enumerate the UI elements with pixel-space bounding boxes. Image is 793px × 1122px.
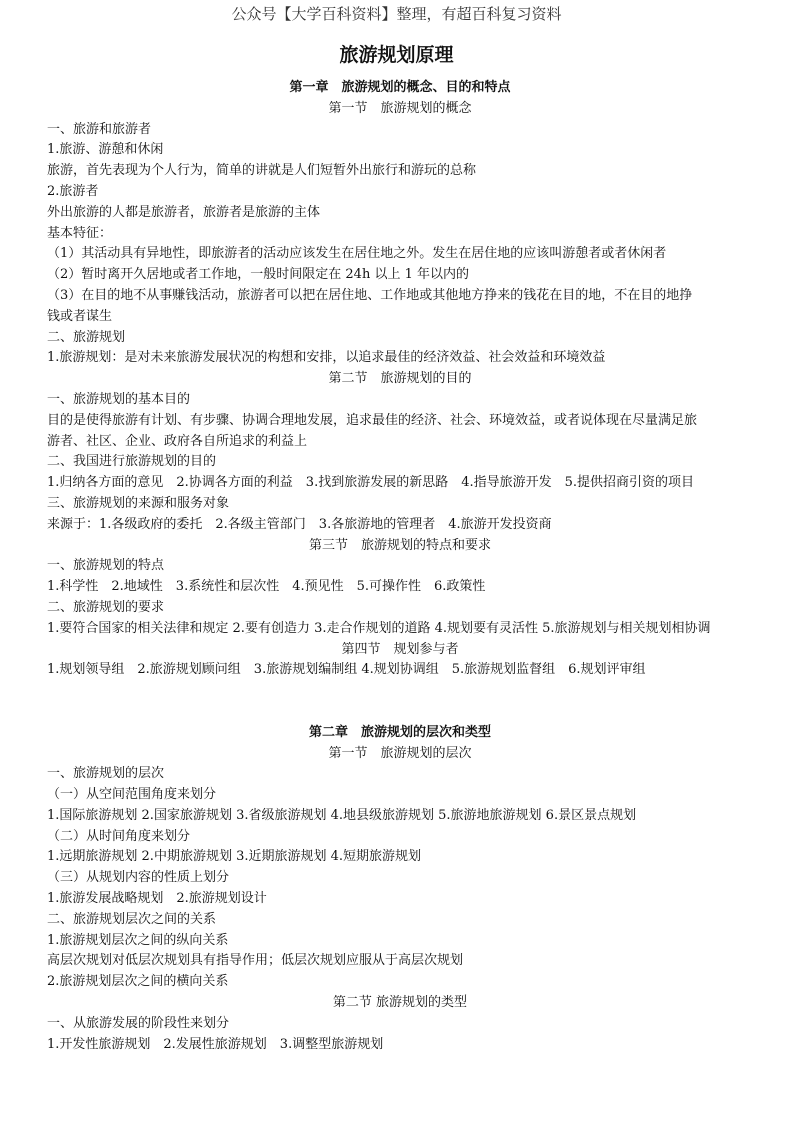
text-line: 一、旅游规划的特点 (47, 558, 165, 574)
text-line: 二、旅游规划的要求 (47, 599, 165, 615)
text-line: 钱或者谋生 (47, 308, 113, 324)
text-line: 游者、社区、企业、政府各自所追求的利益上 (47, 433, 308, 449)
text-line: 1.旅游发展战略规划 2.旅游规划设计 (47, 891, 267, 907)
text-line: 二、我国进行旅游规划的目的 (47, 454, 217, 470)
text-line: 1.旅游规划：是对未来旅游发展状况的构想和安排，以追求最佳的经济效益、社会效益和环境效益 (47, 350, 606, 366)
section-heading: 第一节 旅游规划的概念 (328, 100, 472, 116)
text-line: 1.规划领导组 2.旅游规划顾问组 3.旅游规划编制组 4.规划协调组 5.旅游规划监督组 6.规划评审组 (47, 662, 646, 678)
text-line: （二）从时间角度来划分 (47, 828, 191, 844)
text-line: 二、旅游规划 (47, 329, 126, 345)
text-line: 一、旅游规划的层次 (47, 766, 165, 782)
text-line: 1.旅游、游憩和休闲 (47, 142, 164, 158)
text-line: 1.要符合国家的相关法律和规定 2.要有创造力 3.走合作规划的道路 4.规划要有灵活性 5.旅游规划与相关规划相协调 (47, 620, 711, 636)
section-heading: 第一节 旅游规划的层次 (328, 745, 472, 761)
text-line: 基本特征： (47, 225, 113, 241)
text-line: 来源于：1.各级政府的委托 2.各级主管部门 3.各旅游地的管理者 4.旅游开发投资商 (47, 516, 552, 532)
section-heading: 第二节 旅游规划的目的 (328, 371, 472, 387)
page-header: 公众号【大学百科资料】整理，有超百科复习资料 (231, 5, 562, 23)
chapter-heading: 第二章 旅游规划的层次和类型 (308, 724, 491, 740)
text-line: 三、旅游规划的来源和服务对象 (47, 495, 230, 511)
text-line: 一、旅游规划的基本目的 (47, 391, 191, 407)
text-line: （1）其活动具有异地性，即旅游者的活动应该发生在居住地之外。发生在居住地的应该叫游憩者或者休闲者 (47, 246, 667, 262)
text-line: 二、旅游规划层次之间的关系 (47, 911, 217, 927)
text-line: 1.远期旅游规划 2.中期旅游规划 3.近期旅游规划 4.短期旅游规划 (47, 849, 422, 865)
blank-line (47, 681, 753, 702)
text-line: 一、旅游和旅游者 (47, 121, 152, 137)
section-heading: 第四节 规划参与者 (341, 641, 459, 657)
section-heading: 第二节 旅游规划的类型 (332, 995, 468, 1011)
text-line: 外出旅游的人都是旅游者，旅游者是旅游的主体 (47, 204, 321, 220)
text-line: 2.旅游规划层次之间的横向关系 (47, 974, 229, 990)
document-title: 旅游规划原理 (339, 44, 454, 66)
text-line: 高层次规划对低层次规划具有指导作用；低层次规划应服从于高层次规划 (47, 953, 464, 969)
text-line: （三）从规划内容的性质上划分 (47, 870, 230, 886)
document-body (47, 78, 753, 1055)
text-line: （2）暂时离开久居地或者工作地，一般时间限定在 24h 以上 1 年以内的 (47, 267, 469, 283)
section-heading: 第三节 旅游规划的特点和要求 (308, 537, 491, 553)
text-line: （3）在目的地不从事赚钱活动，旅游者可以把在居住地、工作地或其他地方挣来的钱花在目的地，不在目的地挣 (47, 287, 693, 303)
text-line: 2.旅游者 (47, 183, 99, 199)
text-line: 1.国际旅游规划 2.国家旅游规划 3.省级旅游规划 4.地县级旅游规划 5.旅游地旅游规划 6.景区景点规划 (47, 807, 637, 823)
text-line: 1.归纳各方面的意见 2.协调各方面的利益 3.找到旅游发展的新思路 4.指导旅游开发 5.提供招商引资的项目 (47, 475, 695, 491)
text-line: 旅游，首先表现为个人行为，简单的讲就是人们短暂外出旅行和游玩的总称 (47, 163, 477, 179)
text-line: 1.开发性旅游规划 2.发展性旅游规划 3.调整型旅游规划 (47, 1036, 384, 1052)
text-line: 一、从旅游发展的阶段性来划分 (47, 1015, 230, 1031)
text-line: （一）从空间范围角度来划分 (47, 787, 217, 803)
blank-line (47, 702, 753, 723)
text-line: 目的是使得旅游有计划、有步骤、协调合理地发展，追求最佳的经济、社会、环境效益，或者说体现在尽量满足旅 (47, 412, 698, 428)
text-line: 1.科学性 2.地域性 3.系统性和层次性 4.预见性 5.可操作性 6.政策性 (47, 579, 486, 595)
text-line: 1.旅游规划层次之间的纵向关系 (47, 932, 229, 948)
chapter-heading: 第一章 旅游规划的概念、目的和特点 (289, 80, 511, 95)
